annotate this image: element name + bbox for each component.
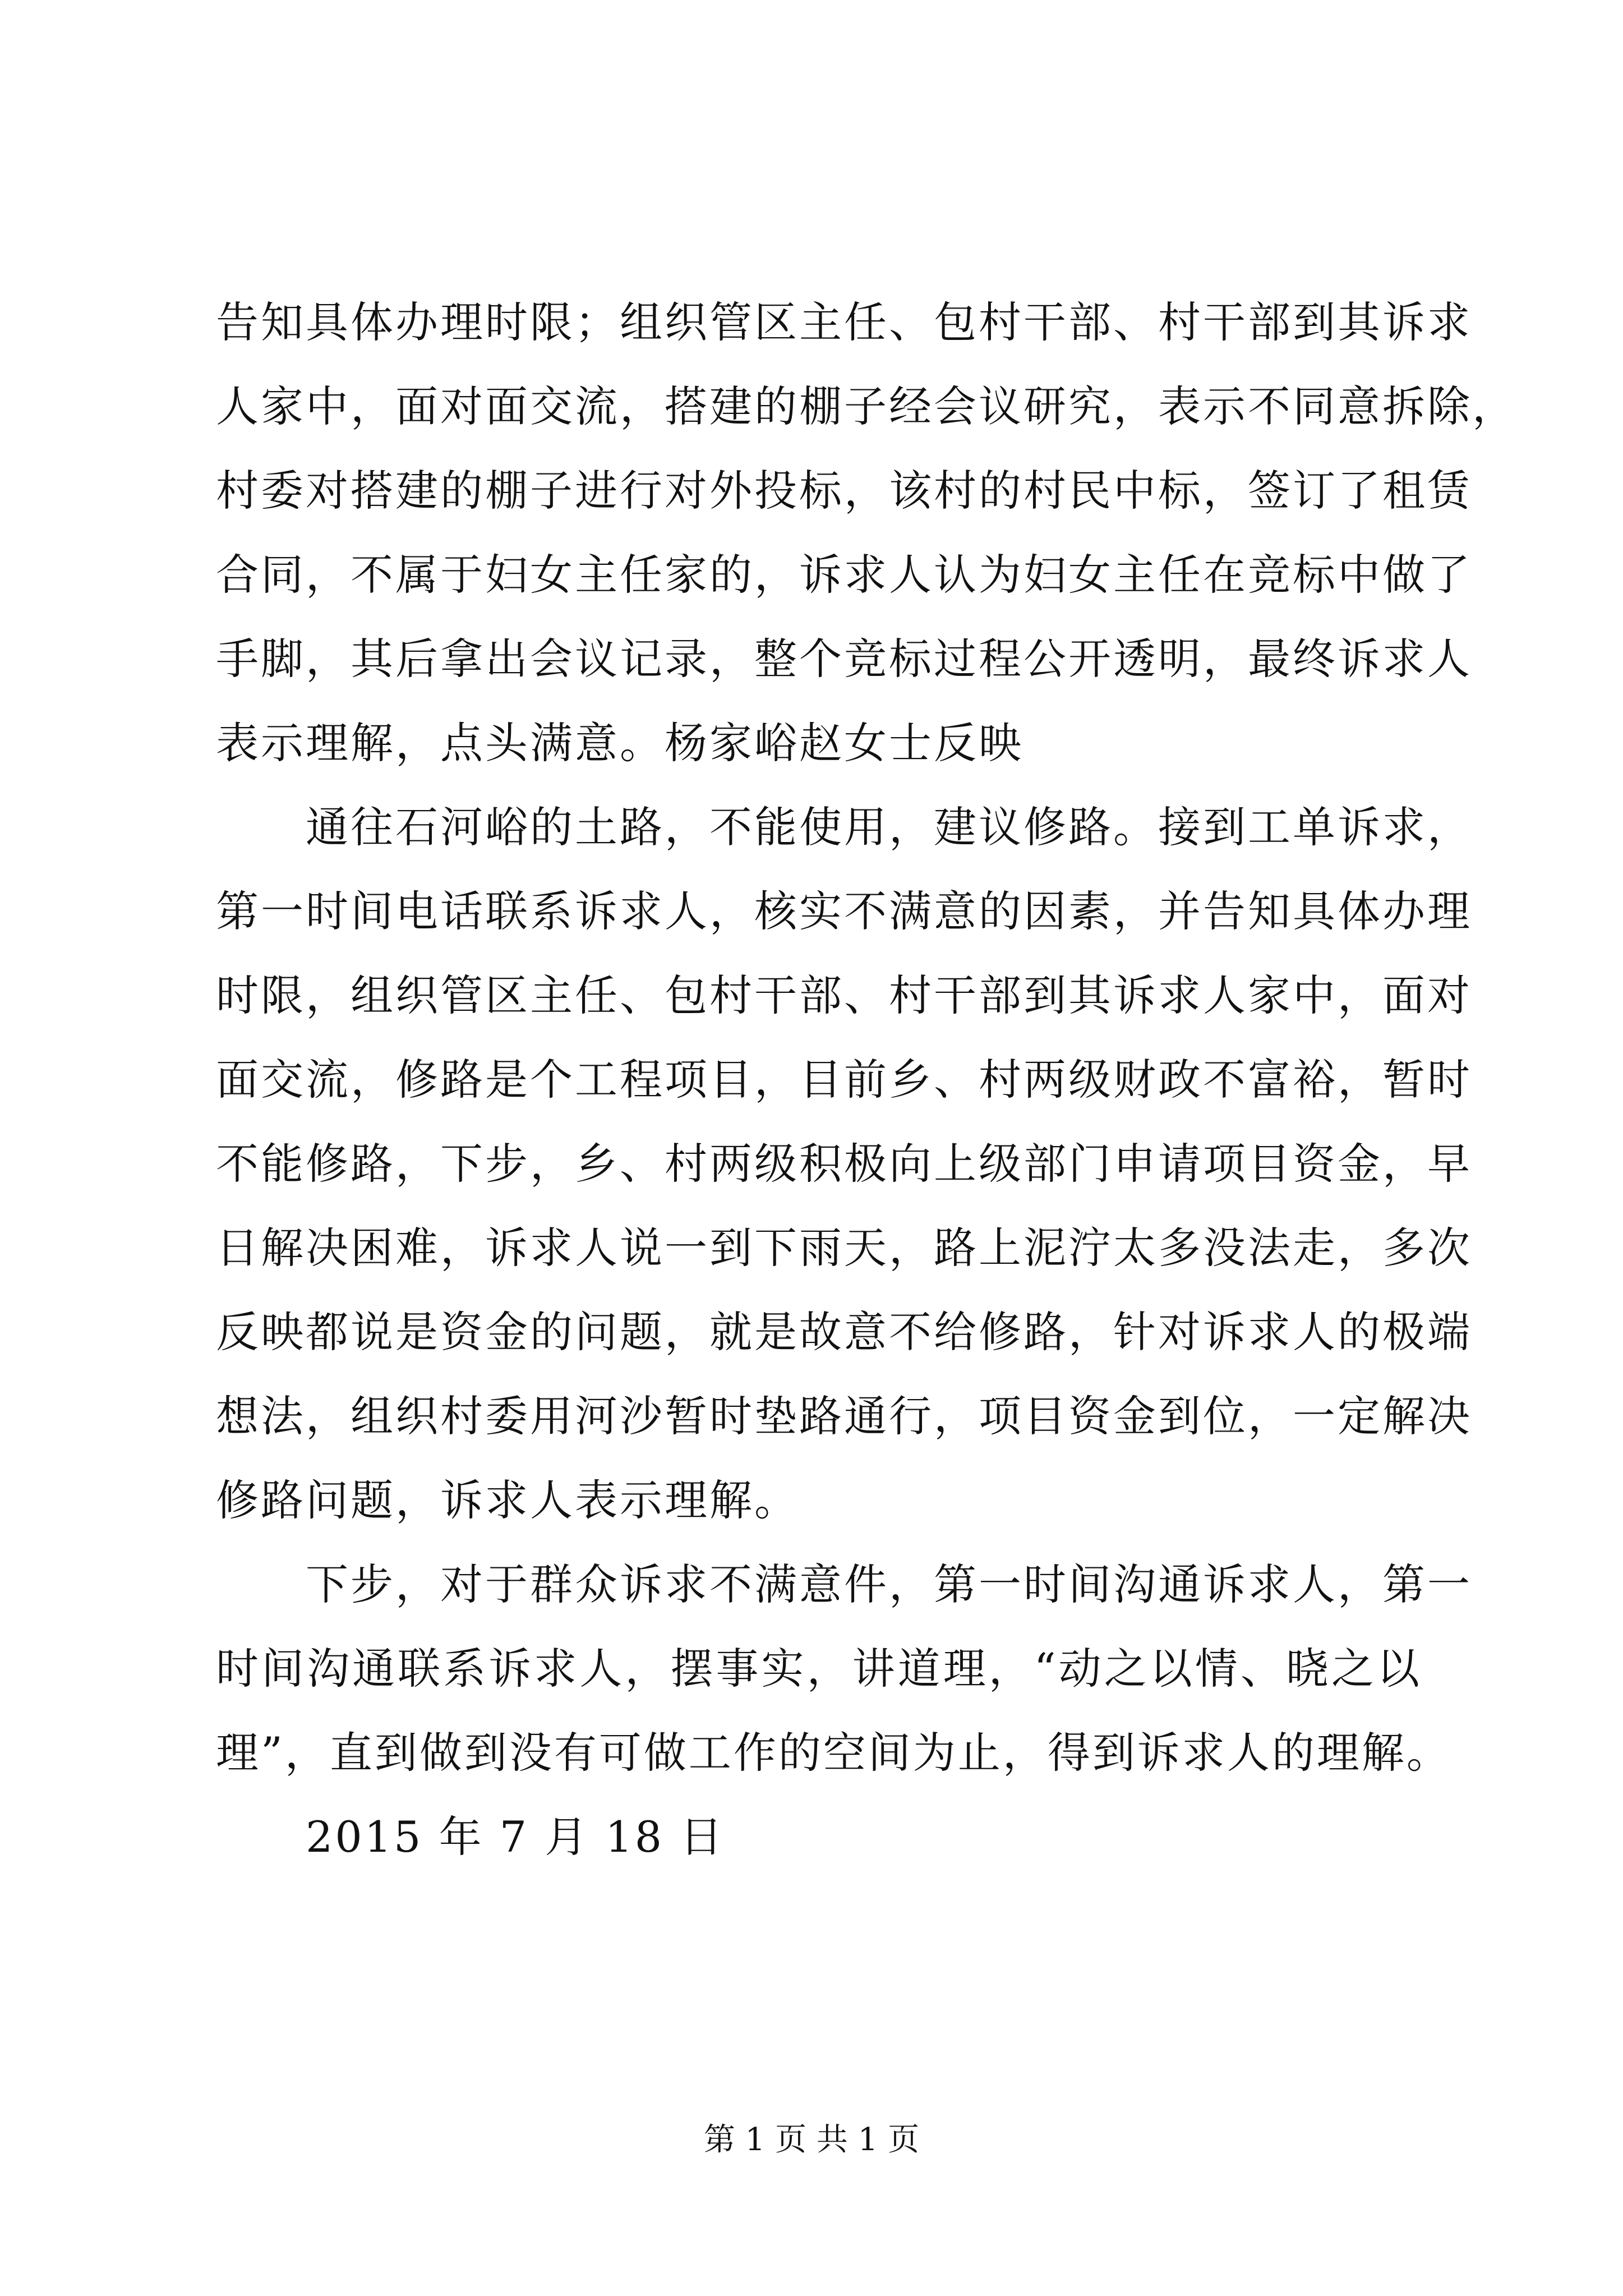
document-date: 2015 年 7 月 18 日 <box>306 1812 725 1862</box>
body-line: 时限，组织管区主任、包村干部、村干部到其诉求人家中，面对 <box>216 970 1472 1020</box>
page-footer: 第 1 页 共 1 页 <box>703 2122 920 2158</box>
body-line: 面交流，修路是个工程项目，目前乡、村两级财政不富裕，暂时 <box>216 1055 1472 1105</box>
body-line: 理”，直到做到没有可做工作的空间为止，得到诉求人的理解。 <box>216 1728 1451 1778</box>
body-line: 日解决困难，诉求人说一到下雨天，路上泥泞太多没法走，多次 <box>216 1223 1472 1273</box>
body-line: 手脚，其后拿出会议记录，整个竞标过程公开透明，最终诉求人 <box>216 634 1472 684</box>
body-line: 不能修路，下步，乡、村两级积极向上级部门申请项目资金，早 <box>216 1139 1472 1189</box>
body-line: 想法，组织村委用河沙暂时垫路通行，项目资金到位，一定解决 <box>216 1391 1472 1441</box>
body-line: 反映都说是资金的问题，就是故意不给修路，针对诉求人的极端 <box>216 1307 1472 1357</box>
body-line: 人家中，面对面交流，搭建的棚子经会议研究，表示不同意拆除， <box>216 381 1517 431</box>
body-line: 时间沟通联系诉求人，摆事实，讲道理，“动之以情、晓之以 <box>216 1644 1422 1694</box>
body-line: 表示理解，点头满意。杨家峪赵女士反映 <box>216 718 1023 768</box>
body-line: 告知具体办理时限；组织管区主任、包村干部、村干部到其诉求 <box>216 297 1472 347</box>
body-line: 村委对搭建的棚子进行对外投标，该村的村民中标，签订了租赁 <box>216 466 1472 516</box>
paragraph-start-line: 下步，对于群众诉求不满意件，第一时间沟通诉求人，第一 <box>306 1559 1472 1609</box>
body-line: 第一时间电话联系诉求人，核实不满意的因素，并告知具体办理 <box>216 886 1472 936</box>
paragraph-start-line: 通往石河峪的土路，不能使用，建议修路。接到工单诉求， <box>306 802 1472 852</box>
body-line: 合同，不属于妇女主任家的，诉求人认为妇女主任在竞标中做了 <box>216 550 1472 600</box>
body-line: 修路问题，诉求人表示理解。 <box>216 1475 799 1525</box>
